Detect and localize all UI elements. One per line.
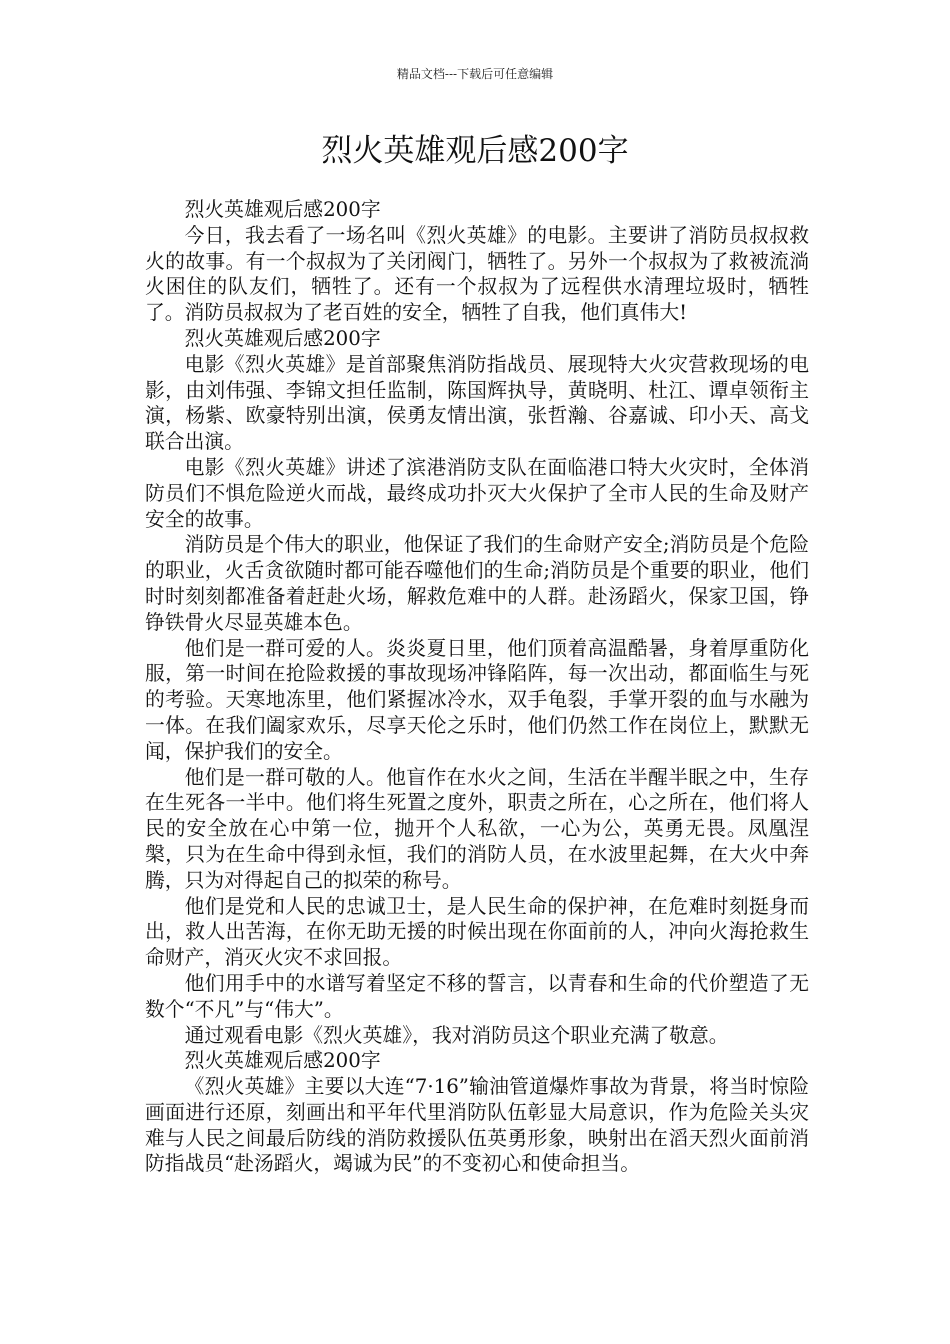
paragraph: 电影《烈火英雄》讲述了滨港消防支队在面临港口特大火灾时，全体消防员们不惧危险逆火而战，最终成功扑灭大火保护了全市人民的生命及财产安全的故事。 <box>145 455 809 531</box>
paragraph: 《烈火英雄》主要以大连“7·16”输油管道爆炸事故为背景，将当时惊险画面进行还原，刻画出和平年代里消防队伍彰显大局意识，作为危险关头灾难与人民之间最后防线的消防救援队伍英勇形象，映射出在滔天烈火面前消防指战员“赴汤蹈火，竭诚为民”的不变初心和使命担当。 <box>145 1075 809 1176</box>
paragraph: 通过观看电影《烈火英雄》，我对消防员这个职业充满了敬意。 <box>184 1023 729 1047</box>
paragraph: 今日，我去看了一场名叫《烈火英雄》的电影。主要讲了消防员叔叔救火的故事。有一个叔叔为了关闭阀门，牺牲了。另外一个叔叔为了救被流淌火困住的队友们，牺牲了。还有一个叔叔为了远程供水清理垃圾时，牺牲了。消防员叔叔为了老百姓的安全，牺牲了自我，他们真伟大! <box>145 223 809 325</box>
document-body <box>145 197 809 1177</box>
paragraph: 他们是一群可爱的人。炎炎夏日里，他们顶着高温酷暑，身着厚重防化服，第一时间在抢险救援的事故现场冲锋陷阵，每一次出动，都面临生与死的考验。天寒地冻里，他们紧握冰冷水，双手龟裂，手掌开裂的血与水融为一体。在我们阖家欢乐，尽享天伦之乐时，他们仍然工作在岗位上，默默无闻，保护我们的安全。 <box>145 636 809 763</box>
paragraph: 消防员是个伟大的职业，他保证了我们的生命财产安全;消防员是个危险的职业，火舌贪欲随时都可能吞噬他们的生命;消防员是个重要的职业，他们时时刻刻都准备着赶赴火场，解救危难中的人群。赴汤蹈火，保家卫国，铮铮铁骨火尽显英雄本色。 <box>145 533 809 634</box>
paragraph: 他们是党和人民的忠诚卫士，是人民生命的保护神，在危难时刻挺身而出，救人出苦海，在你无助无援的时候出现在你面前的人，冲向火海抢救生命财产，消灭火灾不求回报。 <box>145 894 809 970</box>
document-title: 烈火英雄观后感200字 <box>321 133 629 169</box>
paragraph: 他们是一群可敬的人。他盲作在水火之间，生活在半醒半眠之中，生存在生死各一半中。他们将生死置之度外，职责之所在，心之所在，他们将人民的安全放在心中第一位，抛开个人私欲，一心为公，英勇无畏。凤凰涅槃，只为在生命中得到永恒，我们的消防人员，在水波里起舞，在大火中奔腾，只为对得起自己的拟荣的称号。 <box>145 765 809 892</box>
paragraph-subheading: 烈火英雄观后感200字 <box>184 1049 381 1073</box>
page-header: 精品文档---下载后可任意编辑 <box>396 67 554 81</box>
paragraph-subheading: 烈火英雄观后感200字 <box>184 326 381 350</box>
paragraph-subheading: 烈火英雄观后感200字 <box>184 198 381 221</box>
paragraph: 他们用手中的水谱写着坚定不移的誓言，以青春和生命的代价塑造了无数个“不凡”与“伟大”。 <box>145 971 809 1021</box>
paragraph: 电影《烈火英雄》是首部聚焦消防指战员、展现特大火灾营救现场的电影，由刘伟强、李锦文担任监制，陈国辉执导，黄晓明、杜江、谭卓领衔主演，杨紫、欧豪特别出演，侯勇友情出演，张哲瀚、谷嘉诚、印小天、高戈联合出演。 <box>145 352 809 454</box>
